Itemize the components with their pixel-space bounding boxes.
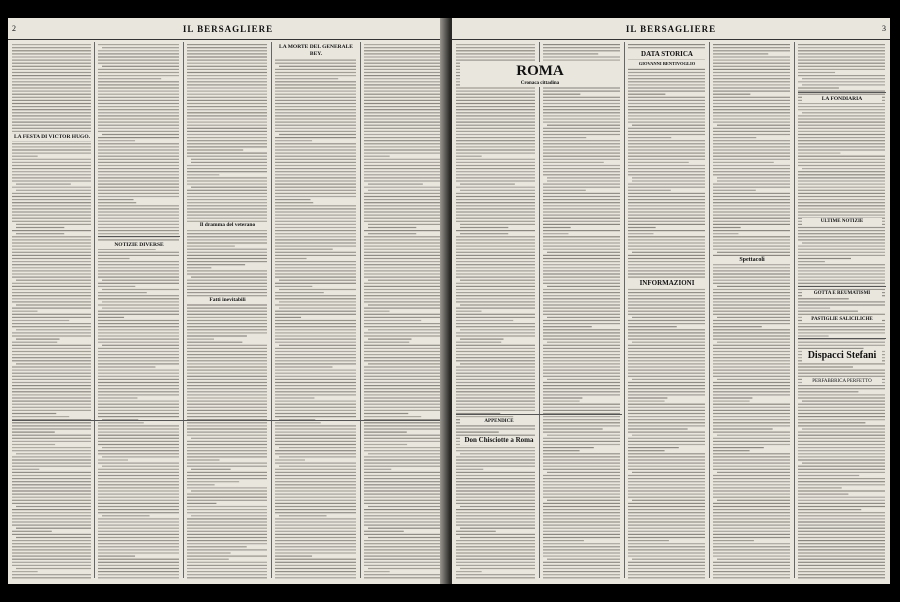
body-text-lines — [12, 42, 92, 580]
right-column-2 — [543, 42, 621, 580]
left-column-4 — [275, 42, 357, 580]
perfabbr-ad: PERFABBRICA PERFETTO — [802, 378, 882, 385]
spettacoli-heading: Spettacoli — [713, 257, 791, 264]
body-text-lines — [543, 42, 621, 580]
left-page-masthead: IL BERSAGLIERE — [182, 24, 274, 34]
body-text-lines — [98, 42, 180, 580]
left-page-header — [8, 18, 448, 40]
appendice-heading: APPENDICE — [460, 418, 538, 425]
body-text-lines — [364, 42, 444, 580]
left-page-number: 2 — [12, 24, 16, 33]
left-newspaper-page — [8, 18, 448, 584]
pastiglie-ad: PASTIGLIE SALICILICHE — [802, 316, 882, 323]
don-chisciotte-heading: Don Chisciotte a Roma — [460, 436, 538, 445]
body-text-lines — [713, 42, 791, 580]
right-column-5 — [798, 42, 886, 580]
dramma-heading: Il dramma del veterano — [187, 222, 268, 229]
right-page-header — [452, 18, 890, 40]
right-newspaper-page — [452, 18, 890, 584]
right-page-number: 3 — [882, 24, 886, 33]
datastorica-heading: DATA STORICA — [628, 50, 706, 58]
roma-subheading: Cronaca cittadina — [460, 80, 620, 87]
body-text-lines — [275, 42, 357, 580]
right-column-3 — [628, 42, 706, 580]
notizie-diverse-heading: NOTIZIE DIVERSE — [98, 242, 180, 249]
ultime-notizie-heading: ULTIME NOTIZIE — [802, 218, 882, 225]
body-text-lines — [456, 42, 536, 580]
right-page-masthead: IL BERSAGLIERE — [625, 24, 717, 34]
roma-heading: ROMA — [460, 62, 620, 80]
body-text-lines — [187, 42, 268, 580]
datastorica-subheading: GIOVANNI BENTIVOGLIO — [628, 60, 706, 67]
gotta-ad: GOTTA E REUMATISMI — [802, 290, 882, 297]
fondiaria-ad: LA FONDIARIA — [802, 96, 882, 103]
informazioni-heading: INFORMAZIONI — [628, 279, 706, 287]
fatti-heading: Fatti inevitabili — [187, 297, 268, 304]
right-column-4 — [713, 42, 791, 580]
left-column-3 — [187, 42, 268, 580]
left-column-1 — [12, 42, 92, 580]
left-column-5 — [364, 42, 444, 580]
dispacci-heading: Dispacci Stefani — [802, 350, 882, 362]
body-text-lines — [798, 42, 886, 580]
body-text-lines — [628, 42, 706, 580]
right-column-1 — [456, 42, 536, 580]
left-column-2 — [98, 42, 180, 580]
victor-hugo-heading: LA FESTA DI VICTOR HUGO. — [12, 134, 92, 141]
morte-bey-heading: LA MORTE DEL GENERALE BEY. — [275, 44, 357, 58]
